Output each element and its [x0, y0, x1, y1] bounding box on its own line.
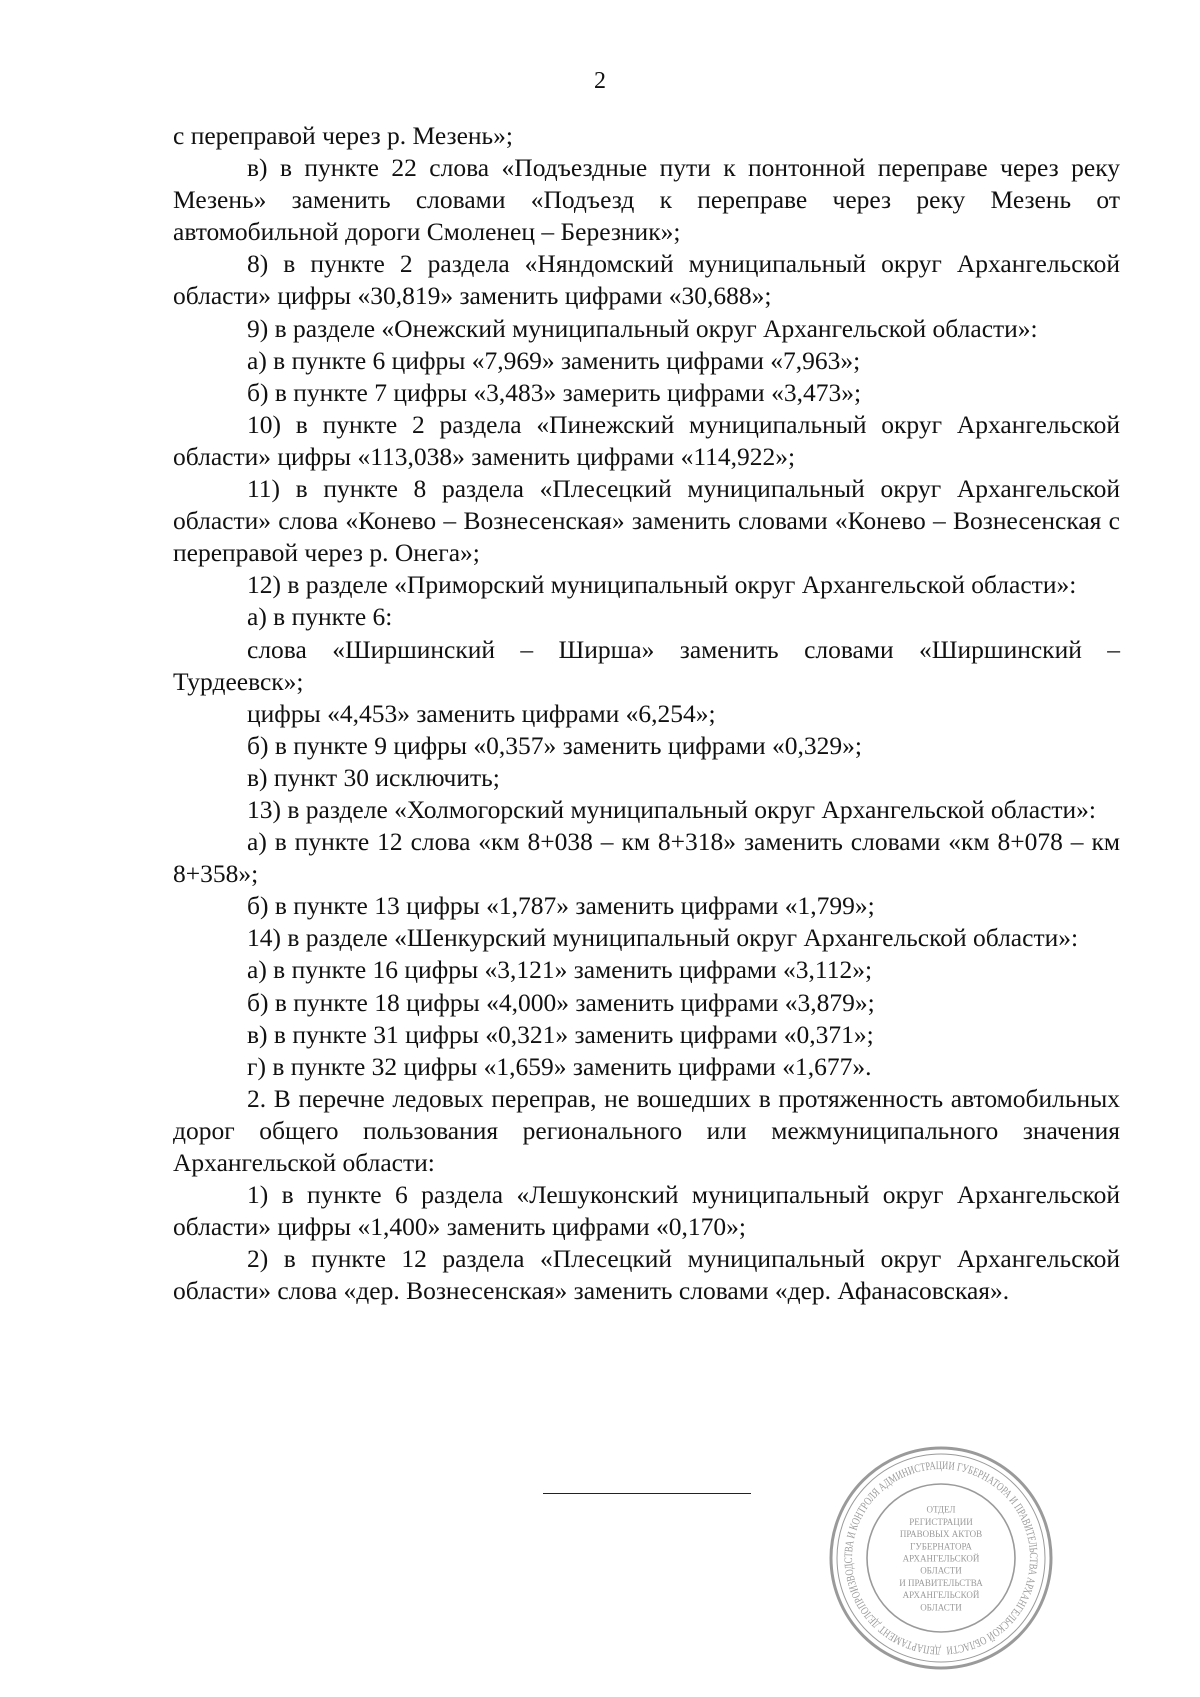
official-seal-stamp: [826, 1443, 1056, 1673]
paragraph: слова «Ширшинский – Ширша» заменить словами «Ширшинский – Турдеевск»;: [173, 634, 1120, 696]
paragraph: 13) в разделе «Холмогорский муниципальный округ Архангельской области»:: [247, 794, 1097, 824]
document-body: [173, 120, 1120, 1307]
seal-center-line: ГУБЕРНАТОРА: [910, 1541, 972, 1552]
paragraph: 10) в пункте 2 раздела «Пинежский муниципальный округ Архангельской области» цифры «113,038» заменить цифрами «114,922»;: [173, 409, 1120, 471]
paragraph: б) в пункте 7 цифры «3,483» замерить цифрами «3,473»;: [247, 377, 862, 407]
paragraph: б) в пункте 13 цифры «1,787» заменить цифрами «1,799»;: [247, 891, 875, 921]
separator-line: [543, 1493, 751, 1494]
paragraph: 1) в пункте 6 раздела «Лешуконский муниципальный округ Архангельской области» цифры «1,400» заменить цифрами «0,170»;: [173, 1180, 1120, 1242]
seal-center-line: И ПРАВИТЕЛЬСТВА: [899, 1577, 983, 1588]
seal-center-line: ОБЛАСТИ: [920, 1602, 962, 1613]
seal-ring-text: ДЕПАРТАМЕНТ ДЕЛОПРОИЗВОДСТВА И КОНТРОЛЯ АДМИНИСТРАЦИИ ГУБЕРНАТОРА И ПРАВИТЕЛЬСТВА АРХАНГЕЛЬСКОЙ ОБЛАСТИ: [842, 1459, 1040, 1657]
paragraph: 11) в пункте 8 раздела «Плесецкий муниципальный округ Архангельской области» слова «Конево – Вознесенская» заменить словами «Конево – Вознесенская с переправой через р. Онега»;: [173, 474, 1120, 568]
paragraph: а) в пункте 16 цифры «3,121» заменить цифрами «3,112»;: [247, 955, 873, 985]
paragraph: в) пункт 30 исключить;: [247, 762, 500, 792]
seal-center-line: ОТДЕЛ: [926, 1504, 956, 1515]
page-number: 2: [594, 68, 606, 94]
seal-center-line: ПРАВОВЫХ АКТОВ: [899, 1529, 983, 1540]
paragraph: 9) в разделе «Онежский муниципальный округ Архангельской области»:: [247, 313, 1038, 343]
paragraph: с переправой через р. Мезень»;: [173, 121, 514, 150]
paragraph: 12) в разделе «Приморский муниципальный округ Архангельской области»:: [247, 570, 1077, 600]
paragraph: в) в пункте 31 цифры «0,321» заменить цифрами «0,371»;: [247, 1019, 874, 1049]
seal-center-line: АРХАНГЕЛЬСКОЙ: [902, 1553, 980, 1564]
paragraph: а) в пункте 6:: [247, 602, 393, 632]
paragraph: в) в пункте 22 слова «Подъездные пути к понтонной переправе через реку Мезень» заменить словами «Подъезд к переправе через реку Мезень от автомобильной дороги Смоленец – Березник»;: [173, 153, 1120, 247]
paragraph: 14) в разделе «Шенкурский муниципальный округ Архангельской области»:: [247, 923, 1079, 953]
paragraph: а) в пункте 12 слова «км 8+038 – км 8+318» заменить словами «км 8+078 – км 8+358»;: [173, 827, 1120, 889]
seal-center-line: ОБЛАСТИ: [920, 1565, 962, 1576]
seal-center-line: РЕГИСТРАЦИИ: [909, 1516, 973, 1527]
paragraph: 8) в пункте 2 раздела «Няндомский муниципальный округ Архангельской области» цифры «30,819» заменить цифрами «30,688»;: [173, 249, 1120, 311]
paragraph: г) в пункте 32 цифры «1,659» заменить цифрами «1,677».: [247, 1051, 872, 1081]
paragraph: б) в пункте 9 цифры «0,357» заменить цифрами «0,329»;: [247, 730, 862, 760]
paragraph: б) в пункте 18 цифры «4,000» заменить цифрами «3,879»;: [247, 987, 875, 1017]
paragraph: а) в пункте 6 цифры «7,969» заменить цифрами «7,963»;: [247, 345, 861, 375]
paragraph: цифры «4,453» заменить цифрами «6,254»;: [247, 698, 716, 728]
paragraph: 2. В перечне ледовых переправ, не вошедших в протяженность автомобильных дорог общего пользования регионального или межмуниципального значения Архангельской области:: [173, 1083, 1120, 1177]
seal-center-line: АРХАНГЕЛЬСКОЙ: [902, 1590, 980, 1601]
paragraph: 2) в пункте 12 раздела «Плесецкий муниципальный округ Архангельской области» слова «дер. Вознесенская» заменить словами «дер. Афанасовская».: [173, 1244, 1120, 1306]
